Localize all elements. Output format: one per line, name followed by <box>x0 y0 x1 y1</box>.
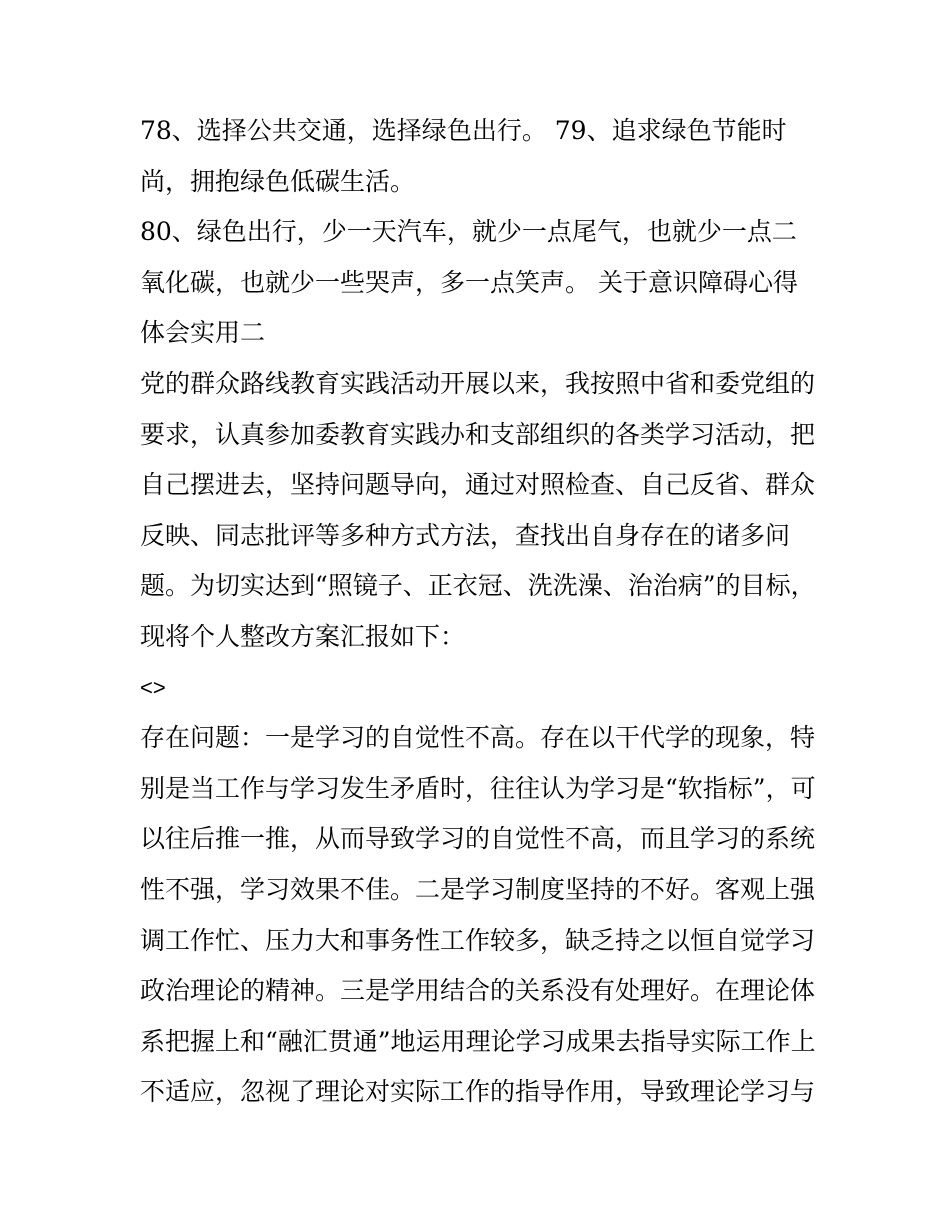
text-line: 不适应，忽视了理论对实际工作的指导作用，导致理论学习与 <box>140 1077 816 1107</box>
document-body <box>140 106 830 1118</box>
text-line: 系把握上和“融汇贯通”地运用理论学习成果去指导实际工作上 <box>140 1026 816 1056</box>
text-line: 党的群众路线教育实践活动开展以来，我按照中省和委党组的 <box>140 368 816 398</box>
text-line: 性不强，学习效果不佳。二是学习制度坚持的不好。客观上强 <box>140 874 816 904</box>
text-line: 调工作忙、压力大和事务性工作较多，缺乏持之以恒自觉学习 <box>140 925 816 955</box>
text-line: 反映、同志批评等多种方式方法，查找出自身存在的诸多问 <box>140 520 791 550</box>
text-line: 氧化碳，也就少一些哭声，多一点笑声。 关于意识障碍心得 <box>140 267 798 297</box>
text-line: 尚，拥抱绿色低碳生活。 <box>140 166 416 196</box>
text-line: 存在问题：一是学习的自觉性不高。存在以干代学的现象，特 <box>140 723 816 753</box>
text-line: 自己摆进去，坚持问题导向，通过对照检查、自己反省、群众 <box>140 470 816 500</box>
text-line: 要求，认真参加委教育实践办和支部组织的各类学习活动，把 <box>140 419 816 449</box>
text-line: 体会实用二 <box>140 318 266 348</box>
text-line: 现将个人整改方案汇报如下： <box>140 621 466 651</box>
text-line: 78、选择公共交通，选择绿色出行。 79、追求绿色节能时 <box>140 116 787 145</box>
text-line: 80、绿色出行，少一天汽车，就少一点尾气，也就少一点二 <box>140 217 797 247</box>
text-line: 别是当工作与学习发生矛盾时，往往认为学习是“软指标”，可 <box>140 773 816 803</box>
text-line-symbol: <> <box>140 674 166 700</box>
text-line: 以往后推一推，从而导致学习的自觉性不高，而且学习的系统 <box>140 824 816 854</box>
text-line: 题。为切实达到“照镜子、正衣冠、洗洗澡、治治病”的目标， <box>140 571 816 601</box>
text-line: 政治理论的精神。三是学用结合的关系没有处理好。在理论体 <box>140 976 816 1006</box>
